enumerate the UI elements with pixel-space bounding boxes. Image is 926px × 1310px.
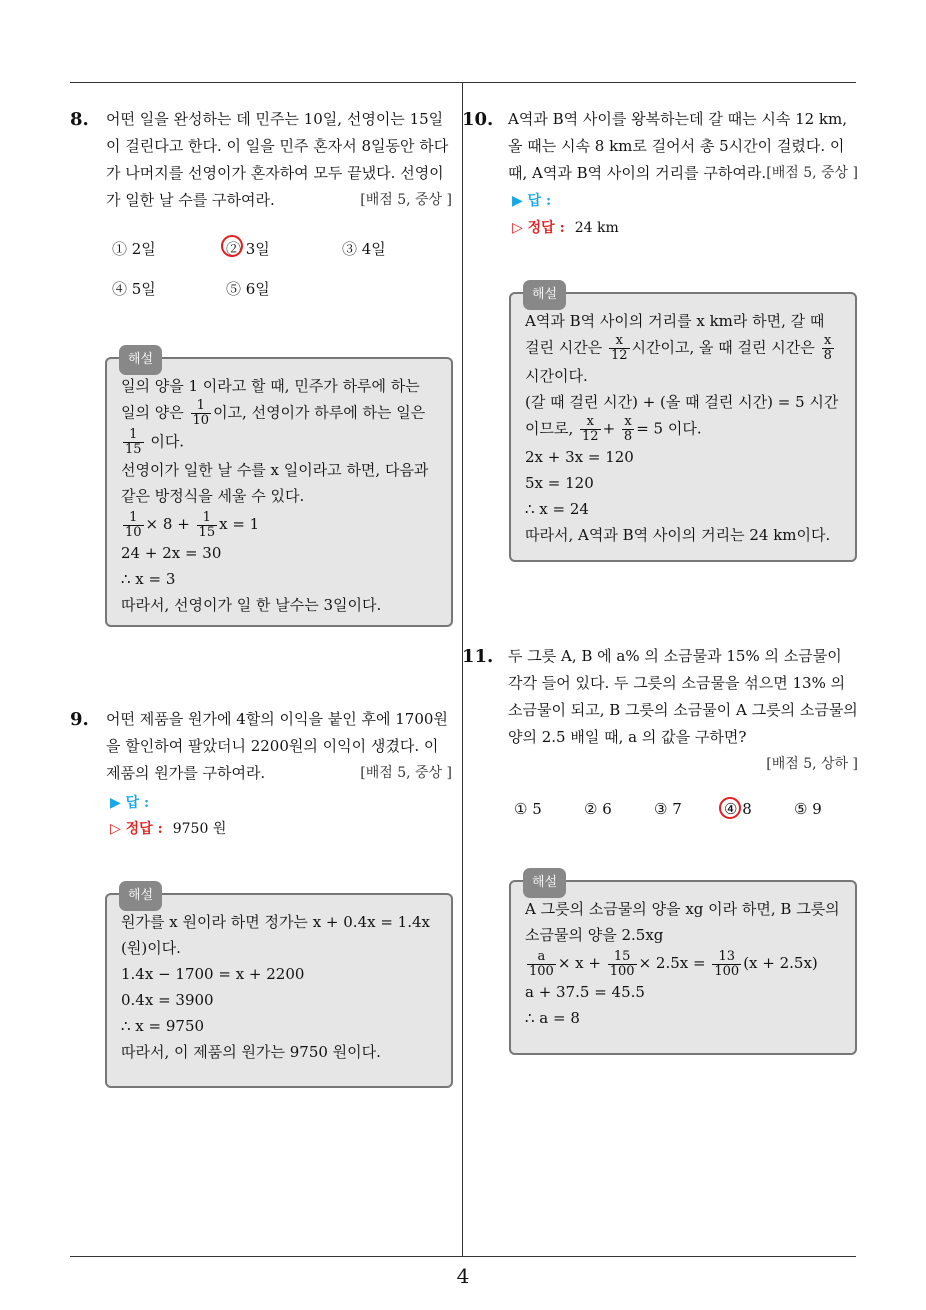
choice-2[interactable]: ② 6 bbox=[584, 800, 612, 818]
equation: $\frac{1}{10}$ × 8 + $\frac{1}{15}$ x = 1 bbox=[125, 509, 260, 540]
solution-tag: 해설 bbox=[119, 881, 162, 911]
question-number: 8. bbox=[70, 109, 89, 130]
equation: 1.4x − 1700 = x + 2200 bbox=[121, 965, 305, 983]
bottom-rule bbox=[70, 1256, 856, 1257]
equation: 5x = 120 bbox=[525, 474, 594, 492]
question-meta: [배점 5, 상하 ] bbox=[766, 756, 858, 772]
question-text: 어떤 일을 완성하는 데 민주는 10일, 선영이는 15일이 걸린다고 한다. 이 일을 민주 혼자서 8일동안 하다가 나머지를 선영이가 혼자하여 모두 끝냈다. 선영이가 일한 날 수를 구하여라. bbox=[106, 110, 449, 209]
answer-line: ▶ 답 : bbox=[512, 193, 552, 209]
question-10 bbox=[462, 106, 858, 187]
solution-box-q8 bbox=[105, 352, 453, 627]
page-number: 4 bbox=[456, 1264, 470, 1288]
equation: ∴ x = 9750 bbox=[121, 1017, 205, 1035]
choice-4[interactable]: ④ 5일 bbox=[112, 280, 156, 298]
solution-line: (갈 때 걸린 시간) + (올 때 걸린 시간) = 5 시간이므로, $\frac{x}{12}$ + $\frac{x}{8}$ = 5 이다. bbox=[525, 393, 839, 444]
solution-box-q9 bbox=[105, 888, 453, 1088]
question-number: 9. bbox=[70, 709, 89, 730]
equation: ∴ x = 3 bbox=[121, 569, 176, 588]
choice-3[interactable]: ③ 4일 bbox=[342, 240, 386, 258]
equation: $\frac{a}{100}$ × x + $\frac{15}{100}$ × 2.5x = $\frac{13}{100}$ (x + 2.5x) bbox=[529, 948, 818, 979]
answer-line: ▶ 답 : bbox=[110, 795, 150, 811]
choice-1[interactable]: ① 2일 bbox=[112, 240, 156, 258]
solution-line: A 그릇의 소금물의 양을 xg 이라 하면, B 그릇의 소금물의 양을 2.5xg bbox=[525, 900, 840, 944]
question-number: 10. bbox=[462, 109, 494, 130]
equation: 0.4x = 3900 bbox=[121, 991, 214, 1009]
fraction: $\frac{1}{15}$ bbox=[125, 427, 142, 457]
question-number: 11. bbox=[462, 646, 494, 667]
fraction: $\frac{x}{8}$ bbox=[823, 333, 832, 363]
question-text: 어떤 제품을 원가에 4할의 이익을 붙인 후에 1700원을 할인하여 팔았더니 2200원의 이익이 생겼다. 이 제품의 원가를 구하여라. bbox=[106, 710, 448, 782]
question-11 bbox=[462, 643, 858, 778]
equation: ∴ x = 24 bbox=[525, 500, 589, 518]
solution-conclusion: 따라서, 선영이가 일 한 날수는 3일이다. bbox=[121, 595, 382, 614]
question-text: A역과 B역 사이를 왕복하는데 갈 때는 시속 12 km, 올 때는 시속 8 km로 걸어서 총 5시간이 걸렸다. 이때, A역과 B역 사이의 거리를 구하여라. bbox=[508, 110, 848, 182]
choice-1[interactable]: ① 5 bbox=[514, 800, 542, 818]
equation: 24 + 2x = 30 bbox=[121, 543, 222, 562]
question-meta: [배점 5, 중상 ] bbox=[360, 765, 452, 781]
question-text: 두 그릇 A, B 에 a% 의 소금물과 15% 의 소금물이 각각 들어 있다. 두 그릇의 소금물을 섞으면 13% 의 소금물이 되고, B 그릇의 소금물이 A 그릇의 소금물의 양의 2.5 배일 때, a 의 값을 구하면? bbox=[508, 647, 858, 746]
choice-5[interactable]: ⑤ 6일 bbox=[226, 280, 270, 298]
selected-circle-mark bbox=[221, 235, 243, 257]
question-8 bbox=[70, 106, 452, 214]
question-meta: [배점 5, 중상 ] bbox=[360, 192, 452, 208]
equation: ∴ a = 8 bbox=[525, 1008, 580, 1027]
correct-answer-line: ▷ 정답 : 9750 원 bbox=[110, 821, 227, 837]
solution-tag: 해설 bbox=[119, 345, 162, 375]
question-9 bbox=[70, 706, 452, 787]
solution-tag: 해설 bbox=[523, 868, 566, 898]
solution-box-q10 bbox=[509, 287, 857, 562]
fraction: $\frac{x}{12}$ bbox=[611, 333, 628, 363]
correct-answer-line: ▷ 정답 : 24 km bbox=[512, 220, 619, 236]
choice-2[interactable]: ② 3일 bbox=[226, 238, 270, 259]
top-rule bbox=[70, 82, 856, 83]
solution-tag: 해설 bbox=[523, 280, 566, 310]
choice-3[interactable]: ③ 7 bbox=[654, 800, 682, 818]
solution-box-q11 bbox=[509, 875, 857, 1055]
question-meta: [배점 5, 중상 ] bbox=[766, 165, 858, 181]
solution-line: 원가를 x 원이라 하면 정가는 x + 0.4x = 1.4x (원)이다. bbox=[121, 913, 430, 957]
choice-5[interactable]: ⑤ 9 bbox=[794, 800, 822, 818]
equation: 2x + 3x = 120 bbox=[525, 448, 634, 466]
solution-conclusion: 따라서, A역과 B역 사이의 거리는 24 km이다. bbox=[525, 526, 831, 544]
selected-circle-mark bbox=[719, 797, 741, 819]
solution-conclusion: 따라서, 이 제품의 원가는 9750 원이다. bbox=[121, 1043, 381, 1061]
solution-line: 선영이가 일한 날 수를 x 일이라고 하면, 다음과 같은 방정식을 세울 수 있다. bbox=[121, 461, 429, 505]
choice-4[interactable]: ④ 8 bbox=[724, 800, 752, 818]
solution-line: A역과 B역 사이의 거리를 x km라 하면, 갈 때 걸린 시간은 $\frac{x}{12}$ 시간이고, 올 때 걸린 시간은 $\frac{x}{8}$ 시간이다. bbox=[525, 312, 832, 385]
fraction: $\frac{1}{10}$ bbox=[192, 398, 210, 428]
equation: a + 37.5 = 45.5 bbox=[525, 982, 645, 1001]
solution-line: 일의 양을 1 이라고 할 때, 민주가 하루에 하는 일의 양은 $\frac{1}{10}$ 이고, 선영이가 하루에 하는 일은 $\frac{1}{15}$ 이다. bbox=[121, 377, 426, 457]
